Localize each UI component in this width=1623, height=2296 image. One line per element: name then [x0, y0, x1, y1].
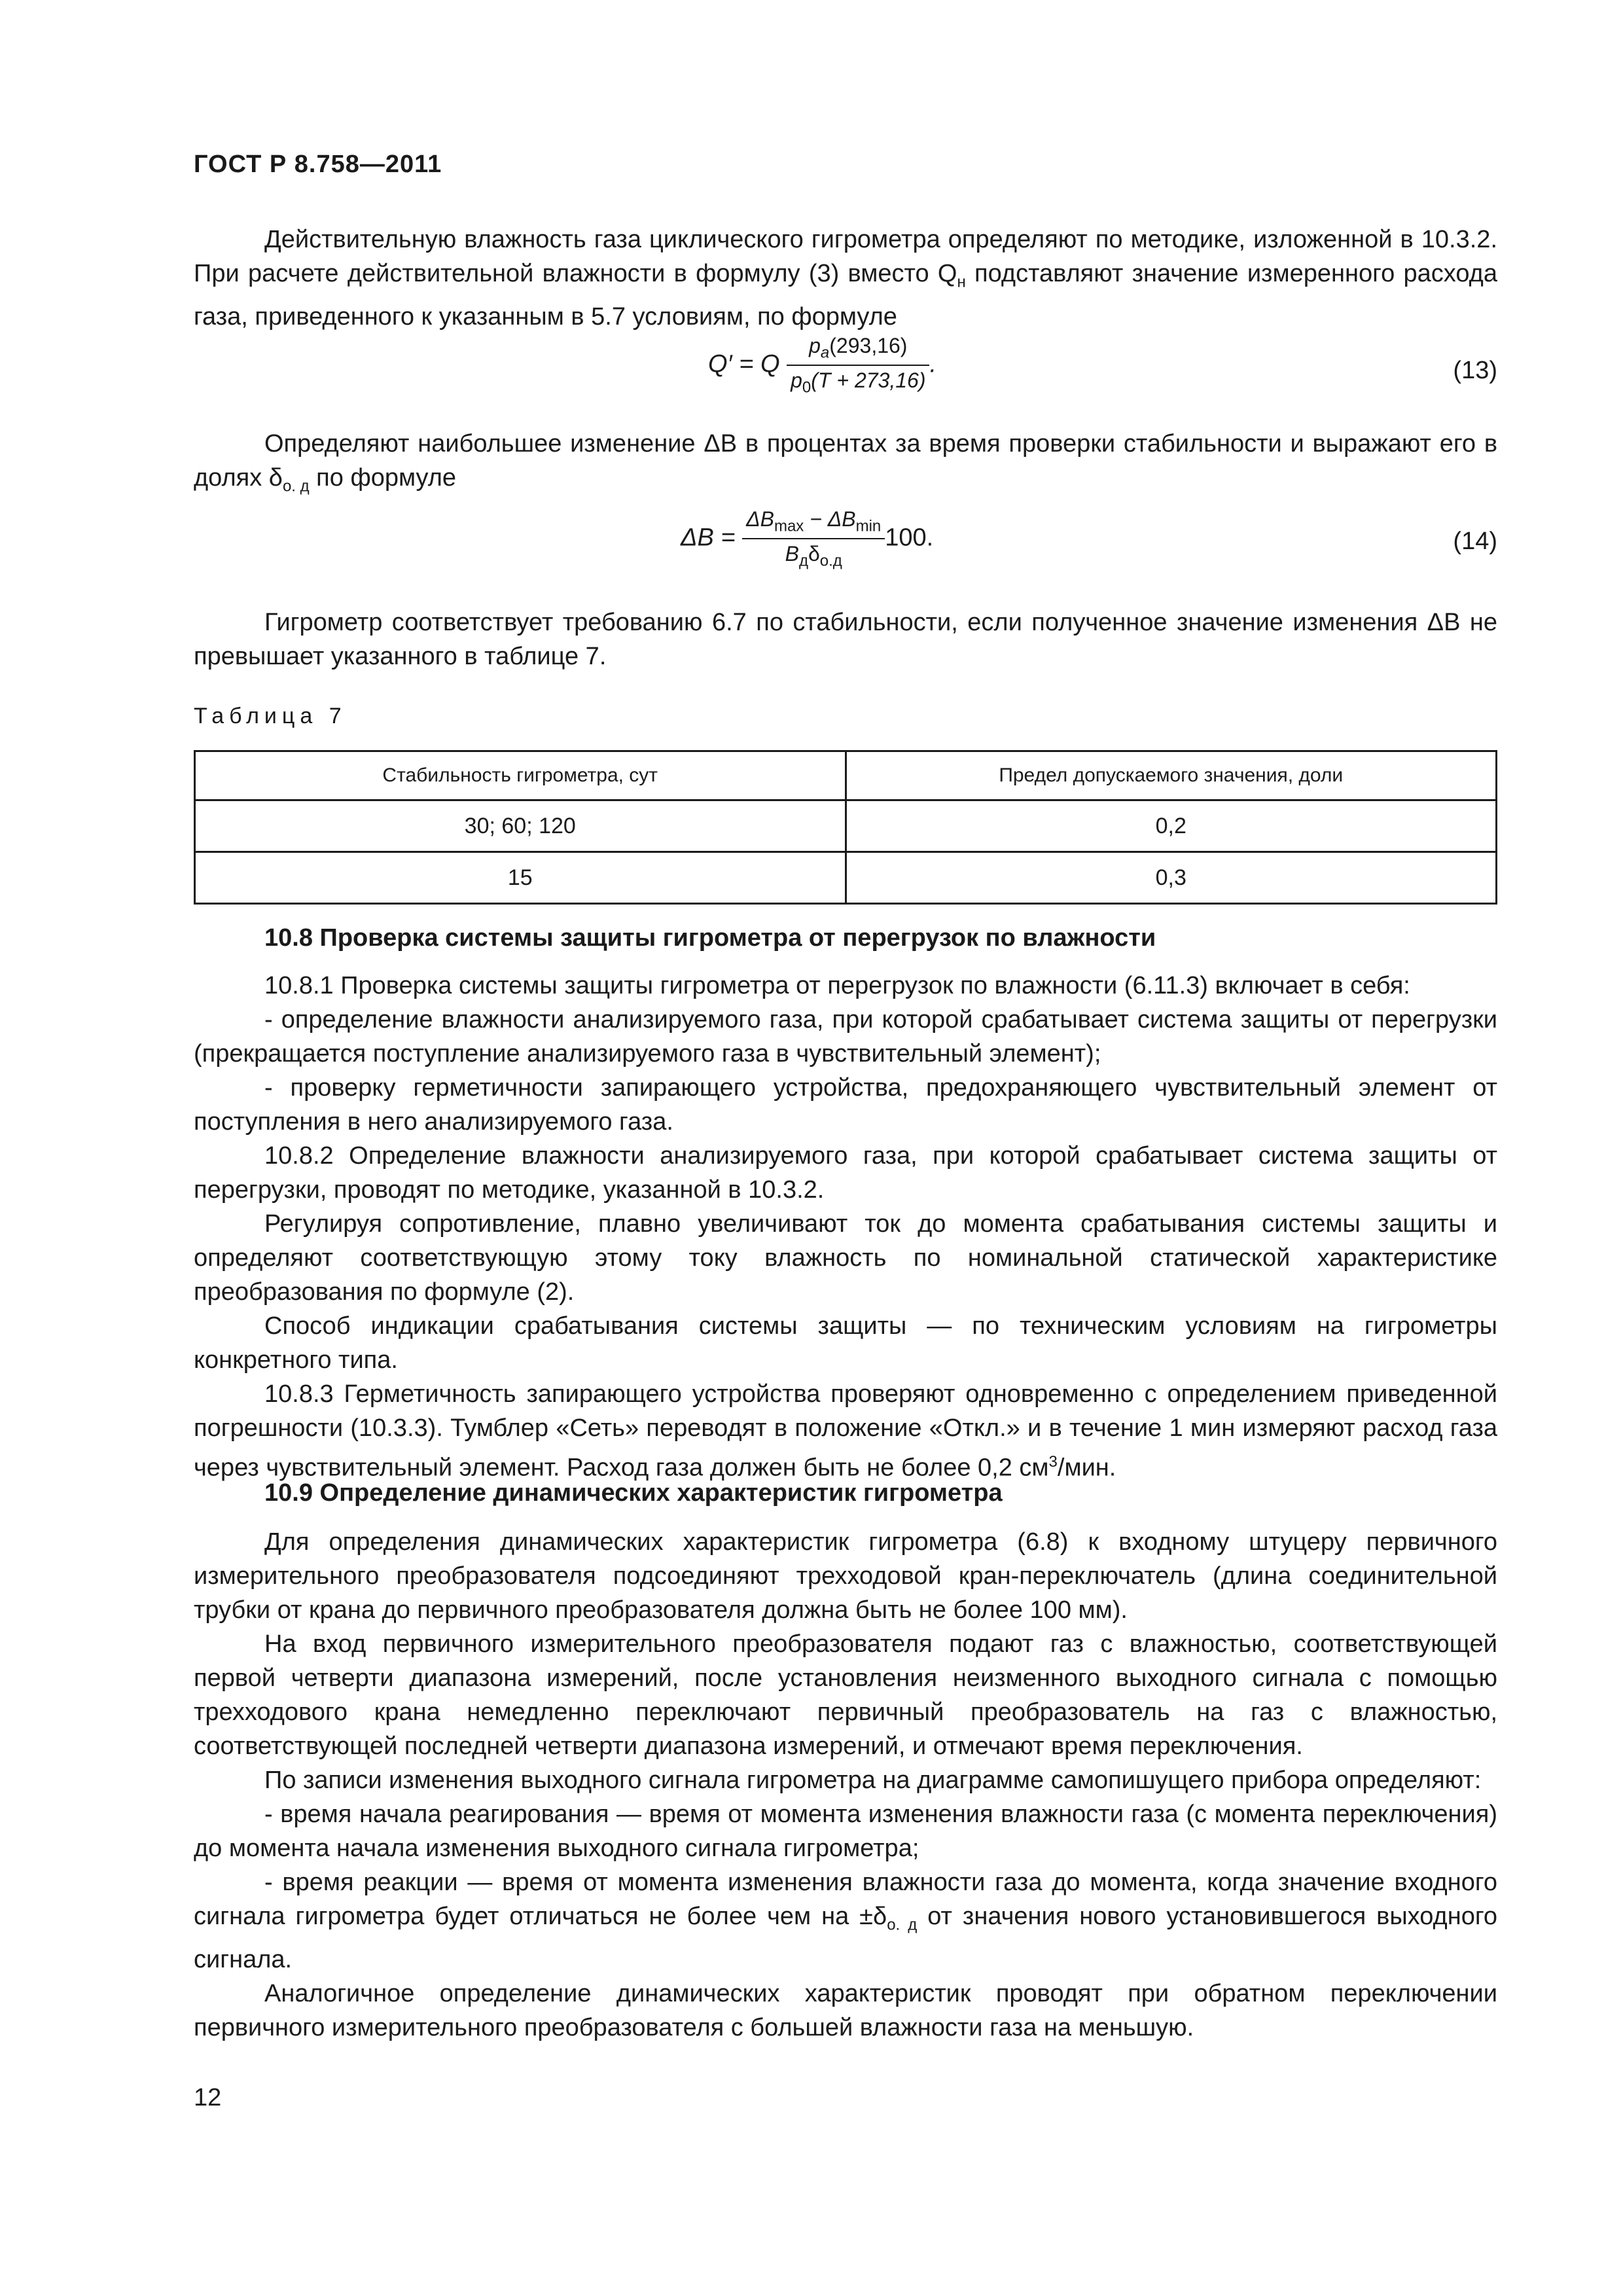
formula-14-number: (14): [1453, 528, 1497, 555]
table-row: [195, 800, 1497, 852]
table-cell: 0,3: [846, 852, 1497, 904]
paragraph: Способ индикации срабатывания системы защиты — по техническим условиям на гигрометры конкретного типа.: [194, 1312, 1497, 1374]
paragraph: На вход первичного измерительного преобразователя подают газ с влажностью, соответствующей первой четверти диапазона измерений, после установления неизменного выходного сигнала с помощью трехходового крана немедленно переключают первичный преобразователь на газ с влажностью, соответствующей последней четверти диапазона измерений, и отмечают время переключения.: [194, 1630, 1497, 1760]
table-header-cell: Предел допускаемого значения, доли: [846, 751, 1497, 800]
table-7: [194, 750, 1497, 905]
page-number: 12: [194, 2084, 222, 2111]
intro-block: [194, 223, 1497, 334]
paragraph: 10.8.3 Герметичность запирающего устройства проверяют одновременно с определением приведенной погрешности (10.3.3). Тумблер «Сеть» переводят в положение «Откл.» и в течение 1 мин измеряют расход газа через чувствительный элемент. Расход газа должен быть не более 0,2 $см^3$/мин.: [194, 1380, 1497, 1482]
paragraph: 10.8.1 Проверка системы защиты гигрометра от перегрузок по влажности (6.11.3) включает в себя:: [264, 972, 1410, 999]
list-item: - определение влажности анализируемого газа, при которой срабатывает система защиты от перегрузки (прекращается поступление анализируемого газа в чувствительный элемент);: [194, 1006, 1497, 1067]
table-header-row: [195, 751, 1497, 800]
formula-13: Q′ = Q $\frac{p_a(293,16)}{p_0(T + 273,16)}$ .: [708, 334, 937, 397]
paragraph: 10.8.2 Определение влажности анализируемого газа, при которой срабатывает система защиты от перегрузки, проводят по методике, указанной в 10.3.2.: [194, 1142, 1497, 1204]
intro-paragraph: Действительную влажность газа циклического гигрометра определяют по методике, изложенной в 10.3.2. При расчете действительной влажности в формулу (3) вместо $Q_н$ подставляют значение измеренного расхода газа, приведенного к указанным в 5.7 условиям, по формуле: [194, 226, 1497, 331]
deltaB-block: [194, 427, 1497, 504]
table-cell: 30; 60; 120: [195, 800, 846, 852]
formula-14: ΔB = $\frac{\Delta B_{max} - \Delta B_{min}}{B_д\delta_{о.д}}$ 100.: [681, 507, 934, 570]
table-header-cell: Стабильность гигрометра, сут: [195, 751, 846, 800]
paragraph: Регулируя сопротивление, плавно увеличивают ток до момента срабатывания системы защиты и определяют соответствующую этому току влажность по номинальной статической характеристике преобразования по формуле (2).: [194, 1210, 1497, 1306]
table-cell: 0,2: [846, 800, 1497, 852]
formula-13-number: (13): [1453, 357, 1497, 384]
section-10-8-heading: 10.8 Проверка системы защиты гигрометра от перегрузок по влажности: [264, 924, 1156, 952]
list-item: - проверку герметичности запирающего устройства, предохраняющего чувствительный элемент от поступления в него анализируемого газа.: [194, 1074, 1497, 1136]
document-header: ГОСТ Р 8.758—2011: [194, 151, 442, 178]
deltaB-paragraph: Определяют наибольшее изменение ΔB в процентах за время проверки стабильности и выражают его в долях $\delta_{о. д}$ по формуле: [194, 430, 1497, 495]
paragraph: По записи изменения выходного сигнала гигрометра на диаграмме самопишущего прибора определяют:: [264, 1767, 1482, 1794]
section-10-9-body: [194, 1525, 1497, 2045]
formula-14-fraction: $\frac{\Delta B_{max} - \Delta B_{min}}{B_д\delta_{о.д}}$: [742, 507, 885, 571]
section-10-8-body: [194, 969, 1497, 1485]
conform-block: [194, 605, 1497, 673]
list-item: - время реакции — время от момента изменения влажности газа до момента, когда значение входного сигнала гигрометра будет отличаться не более чем на $\pm\delta_{о. д}$ от значения нового установившегося выходного сигнала.: [194, 1869, 1497, 1973]
table-cell: 15: [195, 852, 846, 904]
table-7-caption: Таблица 7: [194, 704, 347, 728]
paragraph: Для определения динамических характеристик гигрометра (6.8) к входному штуцеру первичного измерительного преобразователя подсоединяют трехходовой кран-переключатель (длина соединительной трубки от крана до первичного преобразователя должна быть не более 100 мм).: [194, 1528, 1497, 1624]
conform-paragraph: Гигрометр соответствует требованию 6.7 по стабильности, если полученное значение изменения ΔB не превышает указанного в таблице 7.: [194, 609, 1497, 670]
list-item: - время начала реагирования — время от момента изменения влажности газа (с момента переключения) до момента начала изменения выходного сигнала гигрометра;: [194, 1801, 1497, 1862]
table-row: [195, 852, 1497, 904]
formula-13-fraction: $\frac{p_a(293,16)}{p_0(T + 273,16)}$: [787, 334, 929, 397]
paragraph: Аналогичное определение динамических характеристик проводят при обратном переключении первичного измерительного преобразователя с большей влажности газа на меньшую.: [194, 1979, 1497, 2041]
section-10-9-heading: 10.9 Определение динамических характеристик гигрометра: [264, 1479, 1003, 1507]
